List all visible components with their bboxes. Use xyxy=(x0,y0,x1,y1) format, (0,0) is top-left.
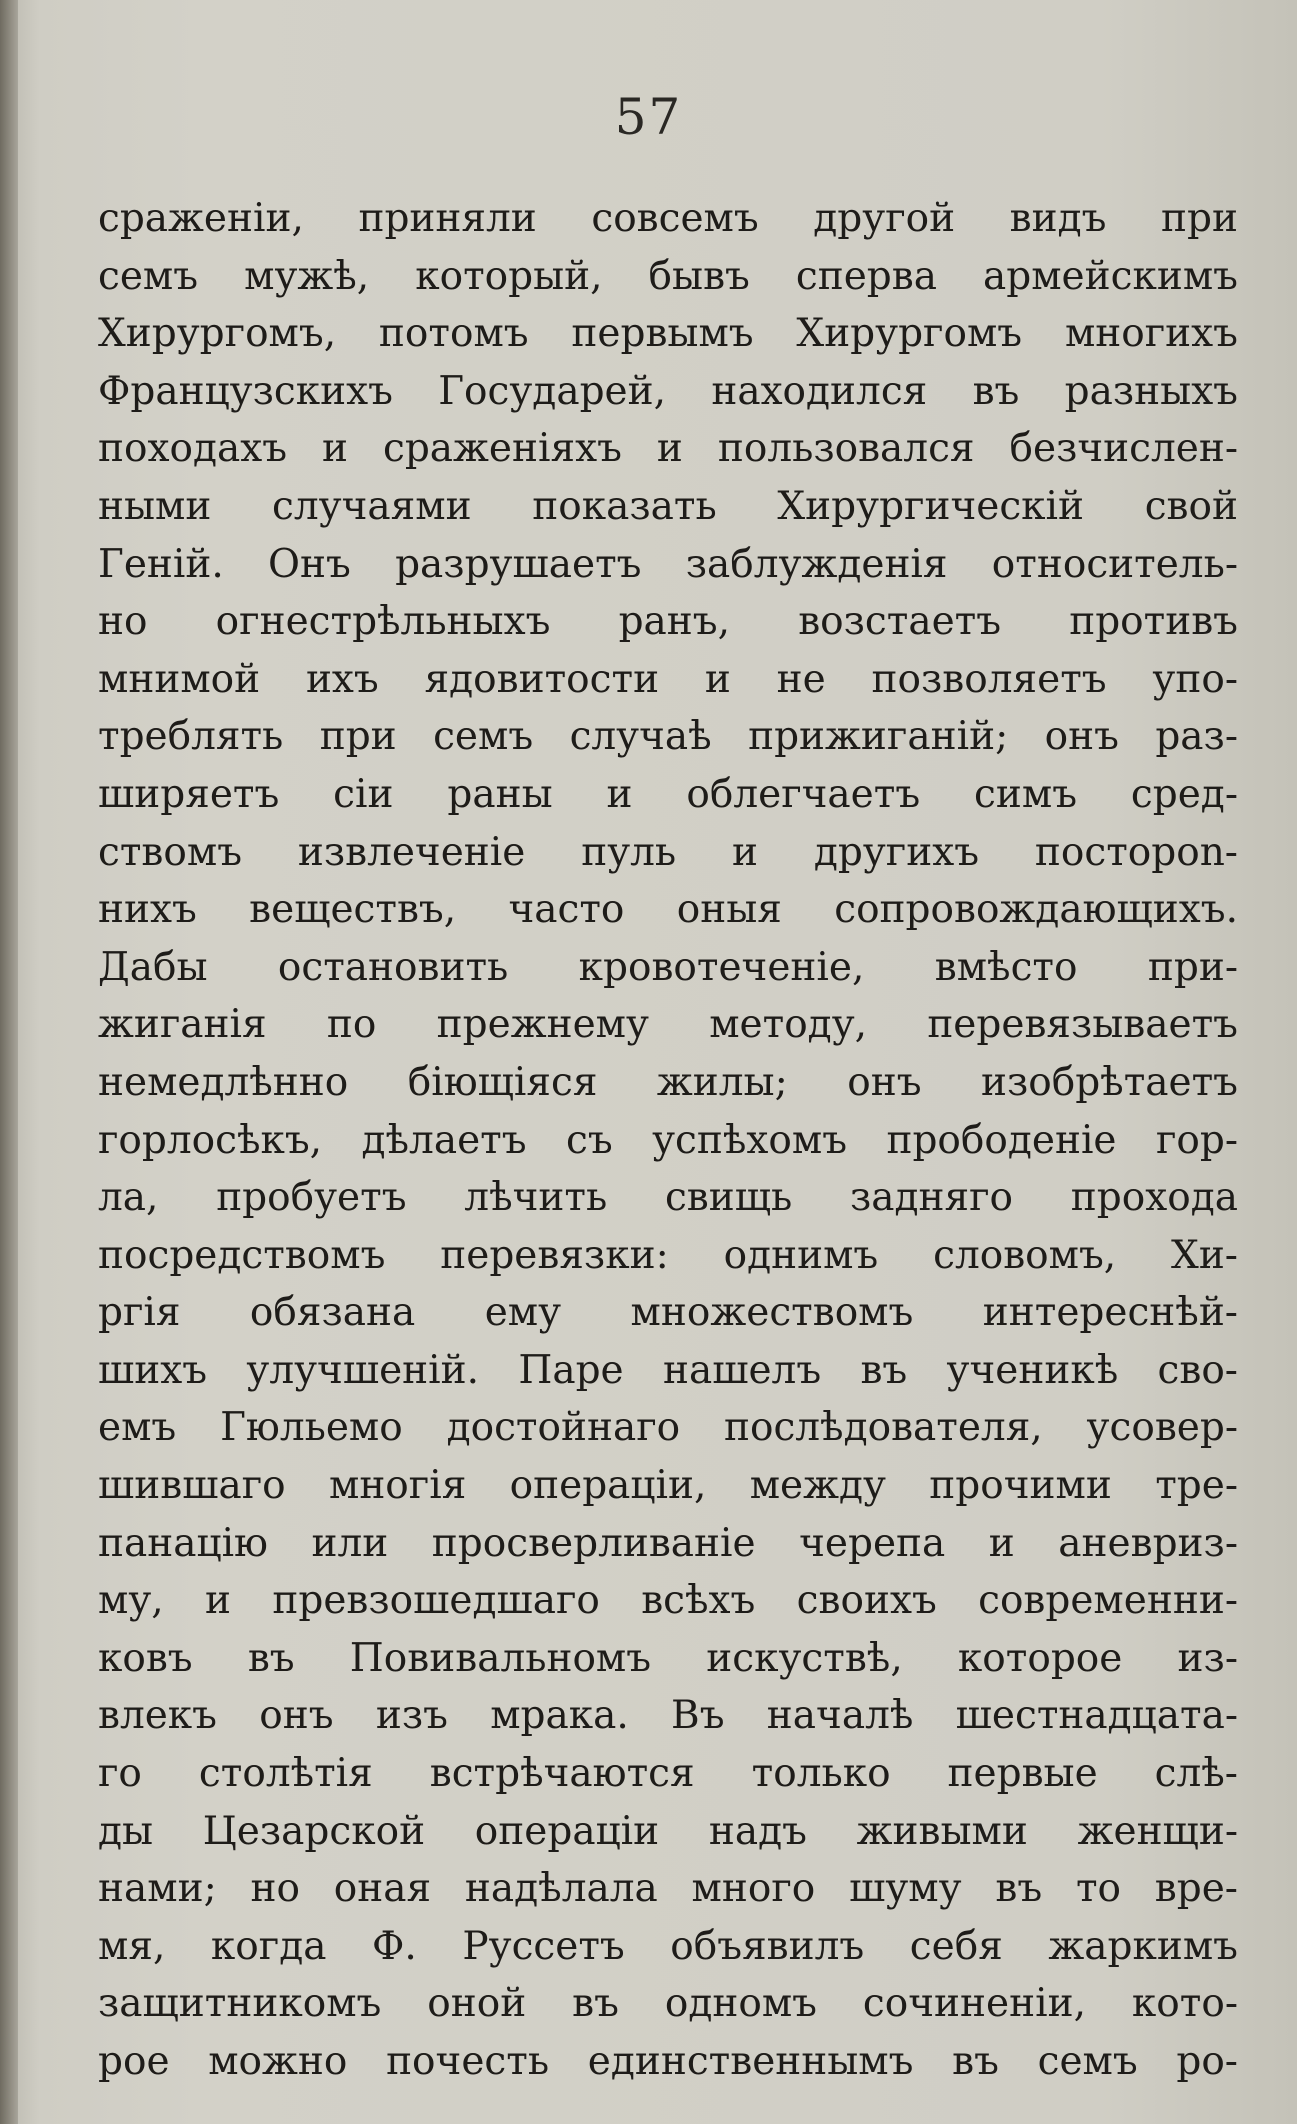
text-line: походахъ и сраженіяхъ и пользовался безчислен- xyxy=(98,426,1238,472)
text-line: нихъ веществъ, часто оныя сопровождающихъ. xyxy=(98,887,1238,933)
text-line: му, и превзошедшаго всѣхъ своихъ современни- xyxy=(98,1578,1238,1624)
text-line: ргія обязана ему множествомъ интереснѣй- xyxy=(98,1290,1238,1336)
text-line: жиганія по прежнему методу, перевязываетъ xyxy=(98,1002,1238,1048)
text-line: Геній. Онъ разрушаетъ заблужденія относитель- xyxy=(98,541,1238,587)
text-line: мнимой ихъ ядовитости и не позволяетъ упо- xyxy=(98,656,1238,702)
text-line: треблять при семъ случаѣ прижиганій; онъ раз- xyxy=(98,714,1238,760)
text-line: сраженіи, приняли совсемъ другой видъ при xyxy=(98,196,1238,241)
text-line: Дабы остановить кровотеченіе, вмѣсто при- xyxy=(98,944,1238,990)
text-line: рое можно почесть единственнымъ въ семъ ро- xyxy=(98,2039,1238,2084)
text-line: посредствомъ перевязки: однимъ словомъ, Хи- xyxy=(98,1232,1238,1278)
text-line: Французскихъ Государей, находился въ разныхъ xyxy=(98,368,1238,414)
text-line: мя, когда Ф. Руссетъ объявилъ себя жаркимъ xyxy=(98,1923,1238,1969)
text-line: влекъ онъ изъ мрака. Въ началѣ шестнадцата- xyxy=(98,1693,1238,1739)
text-line: ла, пробуетъ лѣчить свищь задняго прохода xyxy=(98,1175,1238,1221)
text-line: шихъ улучшеній. Паре нашелъ въ ученикѣ сво- xyxy=(98,1347,1238,1393)
page-number: 57 xyxy=(614,88,683,146)
book-spine-shadow xyxy=(0,0,18,2124)
text-line: семъ мужѣ, который, бывъ сперва армейскимъ xyxy=(98,253,1238,299)
text-line: ными случаями показать Хирургическій свой xyxy=(98,483,1238,529)
body-text xyxy=(98,190,1238,2091)
text-line: панацію или просверливаніе черепа и аневриз- xyxy=(98,1520,1238,1566)
text-line: ширяетъ сіи раны и облегчаетъ симъ сред- xyxy=(98,771,1238,817)
text-line: го столѣтія встрѣчаются только первые слѣ- xyxy=(98,1751,1238,1797)
text-line: ствомъ извлеченіе пуль и другихъ постороn- xyxy=(98,829,1238,875)
text-line: немедлѣнно біющіяся жилы; онъ изобрѣтаетъ xyxy=(98,1059,1238,1105)
text-line: но огнестрѣльныхъ ранъ, возстаетъ противъ xyxy=(98,599,1238,645)
text-line: горлосѣкъ, дѣлаетъ съ успѣхомъ прободеніе гор- xyxy=(98,1117,1238,1163)
text-line: емъ Гюльемо достойнаго послѣдователя, усовер- xyxy=(98,1405,1238,1451)
text-line: ковъ въ Повивальномъ искуствѣ, которое из- xyxy=(98,1635,1238,1681)
text-line: Хирургомъ, потомъ первымъ Хирургомъ многихъ xyxy=(98,311,1238,357)
text-line: ды Цезарской операціи надъ живыми женщи- xyxy=(98,1808,1238,1854)
text-line: шившаго многія операціи, между прочими тре- xyxy=(98,1463,1238,1509)
text-line: защитникомъ оной въ одномъ сочиненіи, кото- xyxy=(98,1981,1238,2027)
text-line: нами; но оная надѣлала много шуму въ то вре- xyxy=(98,1866,1238,1912)
